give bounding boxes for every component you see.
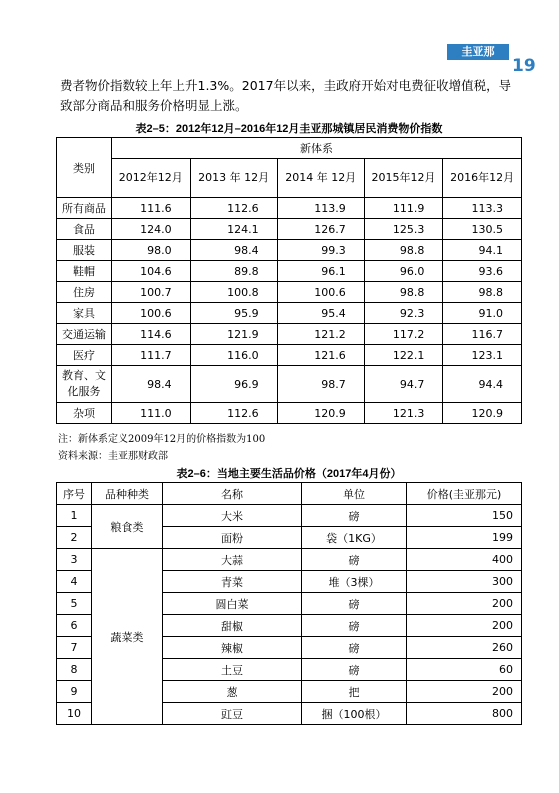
table2-row xyxy=(57,505,522,527)
table1-cell: 114.6 xyxy=(112,324,191,345)
table1-cell: 111.7 xyxy=(112,345,191,366)
table1-cell: 100.7 xyxy=(112,282,191,303)
table2-price-cell: 200 xyxy=(407,615,522,637)
table1-cell: 104.6 xyxy=(112,261,191,282)
table1-row-label: 食品 xyxy=(57,219,112,240)
table1-cell: 111.9 xyxy=(364,198,443,219)
table2-name-cell: 豇豆 xyxy=(163,703,302,725)
table2-price-cell: 199 xyxy=(407,527,522,549)
table1-cell: 98.8 xyxy=(364,240,443,261)
table1-row xyxy=(57,219,522,240)
table2-price-cell: 200 xyxy=(407,593,522,615)
table1-cell: 95.4 xyxy=(277,303,364,324)
table2-index-cell: 10 xyxy=(57,703,92,725)
table1-cell: 125.3 xyxy=(364,219,443,240)
table1-cell: 120.9 xyxy=(443,403,522,424)
table1-row xyxy=(57,261,522,282)
table1-row xyxy=(57,366,522,403)
table1-title: 表2–5：2012年12月–2016年12月圭亚那城镇居民消费物价指数 xyxy=(135,123,443,135)
table2-name-cell: 葱 xyxy=(163,681,302,703)
table2-header-cell: 价格(圭亚那元) xyxy=(407,483,522,505)
table1-cell: 89.8 xyxy=(190,261,277,282)
table1-cell: 111.0 xyxy=(112,403,191,424)
table2-header-cell: 品种种类 xyxy=(92,483,163,505)
table2-header-row xyxy=(57,483,522,505)
table1-cell: 100.6 xyxy=(112,303,191,324)
table1-cell: 100.8 xyxy=(190,282,277,303)
table1-cell: 98.4 xyxy=(190,240,277,261)
table1-cell: 117.2 xyxy=(364,324,443,345)
table1-header-row xyxy=(57,138,522,159)
table1-cell: 92.3 xyxy=(364,303,443,324)
table2-price-cell: 400 xyxy=(407,549,522,571)
table1-cell: 95.9 xyxy=(190,303,277,324)
table2-index-cell: 9 xyxy=(57,681,92,703)
table2-name-cell: 辣椒 xyxy=(163,637,302,659)
table1-group-header: 新体系 xyxy=(112,138,522,159)
table1-cell: 121.9 xyxy=(190,324,277,345)
table2-unit-cell: 捆（100根） xyxy=(302,703,407,725)
table1-cell: 100.6 xyxy=(277,282,364,303)
table2-header-cell: 序号 xyxy=(57,483,92,505)
table1-cell: 99.3 xyxy=(277,240,364,261)
table1-cell: 121.3 xyxy=(364,403,443,424)
table1-cell: 121.6 xyxy=(277,345,364,366)
table2-unit-cell: 堆（3棵） xyxy=(302,571,407,593)
table1-cell: 94.4 xyxy=(443,366,522,403)
table1-row-label: 所有商品 xyxy=(57,198,112,219)
table1-cell: 96.0 xyxy=(364,261,443,282)
table1-year-header: 2016年12月 xyxy=(443,159,522,198)
table1-row xyxy=(57,282,522,303)
table1-footnote: 注：新体系定义2009年12月的价格指数为100 xyxy=(58,434,266,445)
table1-cell: 96.1 xyxy=(277,261,364,282)
table2-index-cell: 1 xyxy=(57,505,92,527)
table1-cell: 98.4 xyxy=(112,366,191,403)
table2-name-cell: 青菜 xyxy=(163,571,302,593)
table2-unit-cell: 把 xyxy=(302,681,407,703)
table2-index-cell: 5 xyxy=(57,593,92,615)
table1-cell: 112.6 xyxy=(190,403,277,424)
table1-row xyxy=(57,240,522,261)
table2-price-cell: 200 xyxy=(407,681,522,703)
intro-paragraph: 费者物价指数较上年上升1.3%。2017年以来，圭政府开始对电费征收增值税，导致部分商品和服务价格明显上涨。 xyxy=(60,78,512,113)
table1-row-label: 住房 xyxy=(57,282,112,303)
table2-group-cell: 蔬菜类 xyxy=(92,549,163,725)
cpi-table xyxy=(56,137,522,424)
running-header-label: 圭亚那 xyxy=(447,44,509,60)
table1-row xyxy=(57,345,522,366)
table1-cell: 96.9 xyxy=(190,366,277,403)
table1-row xyxy=(57,303,522,324)
table1-row-label: 教育、文化服务 xyxy=(57,366,112,403)
table1-cell: 94.1 xyxy=(443,240,522,261)
table1-cell: 124.1 xyxy=(190,219,277,240)
table1-cell: 113.9 xyxy=(277,198,364,219)
table1-cell: 98.0 xyxy=(112,240,191,261)
table1-cell: 94.7 xyxy=(364,366,443,403)
table1-cell: 91.0 xyxy=(443,303,522,324)
table2-name-cell: 甜椒 xyxy=(163,615,302,637)
table1-year-header: 2012年12月 xyxy=(112,159,191,198)
table2-row xyxy=(57,549,522,571)
table1-cell: 98.8 xyxy=(364,282,443,303)
table1-cell: 112.6 xyxy=(190,198,277,219)
table2-index-cell: 8 xyxy=(57,659,92,681)
table1-cell: 93.6 xyxy=(443,261,522,282)
table1-cell: 122.1 xyxy=(364,345,443,366)
table2-price-cell: 300 xyxy=(407,571,522,593)
table1-row xyxy=(57,198,522,219)
table1-cell: 98.8 xyxy=(443,282,522,303)
table2-title: 表2–6：当地主要生活品价格（2017年4月份） xyxy=(176,468,402,480)
table1-year-row xyxy=(57,159,522,198)
table1-cell: 123.1 xyxy=(443,345,522,366)
table1-row-label: 医疗 xyxy=(57,345,112,366)
table2-price-cell: 60 xyxy=(407,659,522,681)
table1-row xyxy=(57,324,522,345)
table1-cell: 121.2 xyxy=(277,324,364,345)
page-number: 19 xyxy=(512,56,536,76)
table2-unit-cell: 磅 xyxy=(302,593,407,615)
table2-header-cell: 名称 xyxy=(163,483,302,505)
table2-index-cell: 6 xyxy=(57,615,92,637)
table1-cell: 116.7 xyxy=(443,324,522,345)
table2-name-cell: 大蒜 xyxy=(163,549,302,571)
table1-cell: 130.5 xyxy=(443,219,522,240)
table2-name-cell: 大米 xyxy=(163,505,302,527)
table2-name-cell: 圆白菜 xyxy=(163,593,302,615)
table1-cell: 113.3 xyxy=(443,198,522,219)
table1-row xyxy=(57,403,522,424)
table2-price-cell: 260 xyxy=(407,637,522,659)
table2-name-cell: 土豆 xyxy=(163,659,302,681)
table1-row-label: 杂项 xyxy=(57,403,112,424)
table2-group-cell: 粮食类 xyxy=(92,505,163,549)
table1-row-label: 家具 xyxy=(57,303,112,324)
table1-cell: 111.6 xyxy=(112,198,191,219)
table1-year-header: 2015年12月 xyxy=(364,159,443,198)
table1-cell: 126.7 xyxy=(277,219,364,240)
table1-cell: 124.0 xyxy=(112,219,191,240)
table1-year-header: 2014 年 12月 xyxy=(277,159,364,198)
table2-unit-cell: 磅 xyxy=(302,659,407,681)
table1-row-label: 交通运输 xyxy=(57,324,112,345)
table2-header-cell: 单位 xyxy=(302,483,407,505)
table1-cell: 98.7 xyxy=(277,366,364,403)
table2-unit-cell: 磅 xyxy=(302,637,407,659)
table2-index-cell: 2 xyxy=(57,527,92,549)
table2-unit-cell: 磅 xyxy=(302,615,407,637)
table2-name-cell: 面粉 xyxy=(163,527,302,549)
table2-index-cell: 3 xyxy=(57,549,92,571)
table2-price-cell: 800 xyxy=(407,703,522,725)
table2-unit-cell: 袋（1KG） xyxy=(302,527,407,549)
table2-index-cell: 4 xyxy=(57,571,92,593)
table1-row-label: 鞋帽 xyxy=(57,261,112,282)
prices-table xyxy=(56,482,522,725)
table2-index-cell: 7 xyxy=(57,637,92,659)
table2-unit-cell: 磅 xyxy=(302,505,407,527)
table2-price-cell: 150 xyxy=(407,505,522,527)
table1-notes xyxy=(58,431,528,465)
table1-cell: 116.0 xyxy=(190,345,277,366)
table1-corner-header: 类别 xyxy=(57,138,112,198)
table1-year-header: 2013 年 12月 xyxy=(190,159,277,198)
table1-row-label: 服装 xyxy=(57,240,112,261)
table1-cell: 120.9 xyxy=(277,403,364,424)
table2-unit-cell: 磅 xyxy=(302,549,407,571)
table1-source: 资料来源：圭亚那财政部 xyxy=(58,451,168,462)
